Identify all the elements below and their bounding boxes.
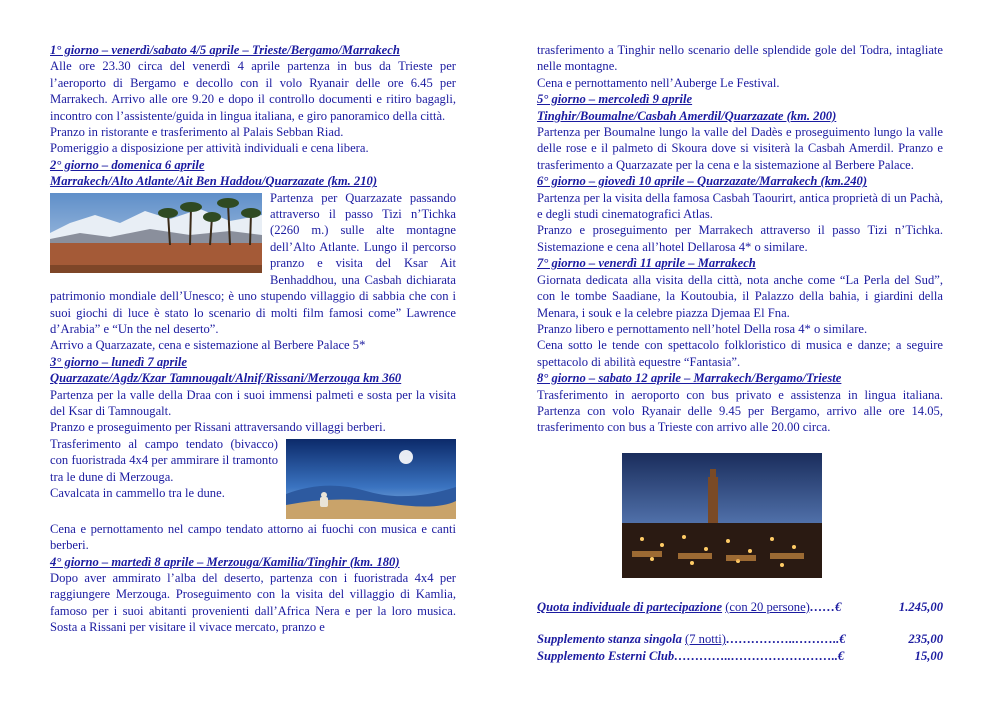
day8-text: Trasferimento in aeroporto con bus privato e assistenza in lingua italiana. Partenza con volo Ryanair delle 9.45 per Bergamo, arrivo alle ore 14.05, trasferimento con bus a Trieste con arrivo alle 20.00 circa. xyxy=(537,387,943,435)
day1-title: 1° giorno – venerdì/sabato 4/5 aprile – Trieste/Bergamo/Marrakech xyxy=(50,43,400,57)
day3-route: Quarzazate/Agdz/Kzar Tamnougalt/Alnif/Rissani/Merzouga km 360 xyxy=(50,371,402,386)
day4-dinner: Cena e pernottamento nell’Auberge Le Festival. xyxy=(537,75,780,90)
singola-dots: ……………..………..€ xyxy=(725,632,846,647)
day1-afternoon: Pomeriggio a disposizione per attività individuali e cena libera. xyxy=(50,141,369,156)
day7-dinner: Cena sotto le tende con spettacolo folkloristico di musica e danze; a seguire spettacolo di abilità equestre “Fantasia”. xyxy=(537,338,943,369)
day7-text: Giornata dedicata alla visita della città, nota anche come “La Perla del Sud”, con le tombe Saadiane, la Koutoubia, il Palazzo della bahia, i giardini della Menara, i souk e la celebre piazza Djemaa El Fna. xyxy=(537,272,943,320)
esterni-value: 15,00 xyxy=(914,648,943,663)
desert-dunes-photo xyxy=(286,439,456,519)
atlas-mountains-photo xyxy=(50,193,262,273)
singola-label: Supplemento stanza singola xyxy=(537,632,682,647)
day2-route: Marrakech/Alto Atlante/Ait Ben Haddou/Quarzazate (km. 210) xyxy=(50,174,378,189)
day6-title: 6° giorno – giovedì 10 aprile – Quarzazate/Marrakech (km.240) xyxy=(537,174,868,189)
day7-lunch: Pranzo libero e pernottamento nell’hotel Della rosa 4* o similare. xyxy=(537,321,868,336)
day8-title: 8° giorno – sabato 12 aprile – Marrakech/Bergamo/Trieste xyxy=(537,371,842,386)
esterni-dots: …………..……………………..€ xyxy=(674,648,845,663)
day6-text: Partenza per la visita della famosa Casbah Taourirt, antica proprietà di un Pachà, e degli studi cinematografici Atlas. xyxy=(537,190,943,222)
right-column xyxy=(537,42,943,664)
day3-text: Partenza per la valle della Draa con i suoi immensi palmeti e sosta per la visita del Ksar di Tamnougalt. xyxy=(50,387,456,418)
day7-title: 7° giorno – venerdì 11 aprile – Marrakech xyxy=(537,256,756,271)
day5-title: 5° giorno – mercoledì 9 aprile xyxy=(537,92,693,107)
day3-transfer: Trasferimento al campo tendato (bivacco) con fuoristrada 4x4 per ammirare il tramonto tra le dune di Merzouga. xyxy=(50,436,278,484)
quota-value: 1.245,00 xyxy=(898,599,943,614)
left-column xyxy=(50,42,456,636)
day2-title: 2° giorno – domenica 6 aprile xyxy=(50,157,205,172)
esterni-label: Supplemento Esterni Club xyxy=(537,648,675,663)
day5-route: Tinghir/Boumalne/Casbah Amerdil/Quarzazate (km. 200) xyxy=(537,108,837,123)
price-quota xyxy=(537,599,943,615)
day1-lunch: Pranzo in ristorante e trasferimento al Palais Sebban Riad. xyxy=(50,125,344,140)
price-esterni xyxy=(537,648,943,664)
quota-dots: ……€ xyxy=(809,599,842,614)
djemaa-el-fna-photo xyxy=(622,453,822,578)
price-list xyxy=(537,599,943,664)
day5-text: Partenza per Boumalne lungo la valle del Dadès e proseguimento lungo la valle delle rose e il palmeto di Skoura dove si visiterà la Casbah Amerdil. Pranzo e trasferimento a Quarzazate per la cena e la sistemazione al Berbere Palace. xyxy=(537,125,943,172)
price-singola xyxy=(537,631,943,647)
day6-lunch: Pranzo e proseguimento per Marrakech attraverso il passo Tizi n’Tichka. Sistemazione e cena all’hotel Dellarosa 4* o similare. xyxy=(537,223,943,254)
day2-text: Partenza per Quarzazate passando attraverso il passo Tizi n’Tichka (2260 m.) sulle alte montagne dell’Alto Atlante. Lungo il percorso pranzo e visita del Ksar Ait Benhaddhou, una Casbah dichiarata patrimonio mondiale dell’Unesco; è uno stupendo villaggio di sabbia che con i suoi giochi di luce è stato lo scenario di molti film famosi come” Lawrence d’Arabia” e “Un the nel deserto”. xyxy=(50,190,456,336)
singola-note: (7 notti) xyxy=(685,632,726,647)
day4-text: Dopo aver ammirato l’alba del deserto, partenza con i fuoristrada 4x4 per raggiungere Merzouga. Proseguimento con la visita del villaggio di Kamlia, famoso per i suoi abitanti provenienti dall’Africa Nera e per la loro musica. Sosta a Rissani per visitare il vivace mercato, pranzo e xyxy=(50,570,456,635)
day4-title: 4° giorno – martedì 8 aprile – Merzouga/Kamilia/Tinghir (km. 180) xyxy=(50,554,400,569)
day3-dinner: Cena e pernottamento nel campo tendato attorno ai fuochi con musica e canti berberi. xyxy=(50,521,456,553)
quota-note: (con 20 persone) xyxy=(725,599,810,614)
day3-lunch: Pranzo e proseguimento per Rissani attraversando villaggi berberi. xyxy=(50,420,386,435)
singola-value: 235,00 xyxy=(908,632,943,647)
day3-title: 3° giorno – lunedì 7 aprile xyxy=(50,354,187,369)
quota-label: Quota individuale di partecipazione xyxy=(537,599,723,614)
day2-arrival: Arrivo a Quarzazate, cena e sistemazione al Berbere Palace 5* xyxy=(50,338,366,353)
day3-camel: Cavalcata in cammello tra le dune. xyxy=(50,485,225,500)
day1-text: Alle ore 23.30 circa del venerdì 4 aprile partenza in bus da Trieste per l’aeroporto di Bergamo e decollo con il volo Ryanair delle ore 6.45 per Marrakech. Arrivo alle ore 9.20 e dopo il controllo documenti e ritiro bagagli, incontro con l’assistente/guida in lingua italiana, e giro panoramico della città. xyxy=(50,59,456,123)
day4-continued: trasferimento a Tinghir nello scenario delle splendide gole del Todra, intagliate nelle montagne. xyxy=(537,43,943,74)
